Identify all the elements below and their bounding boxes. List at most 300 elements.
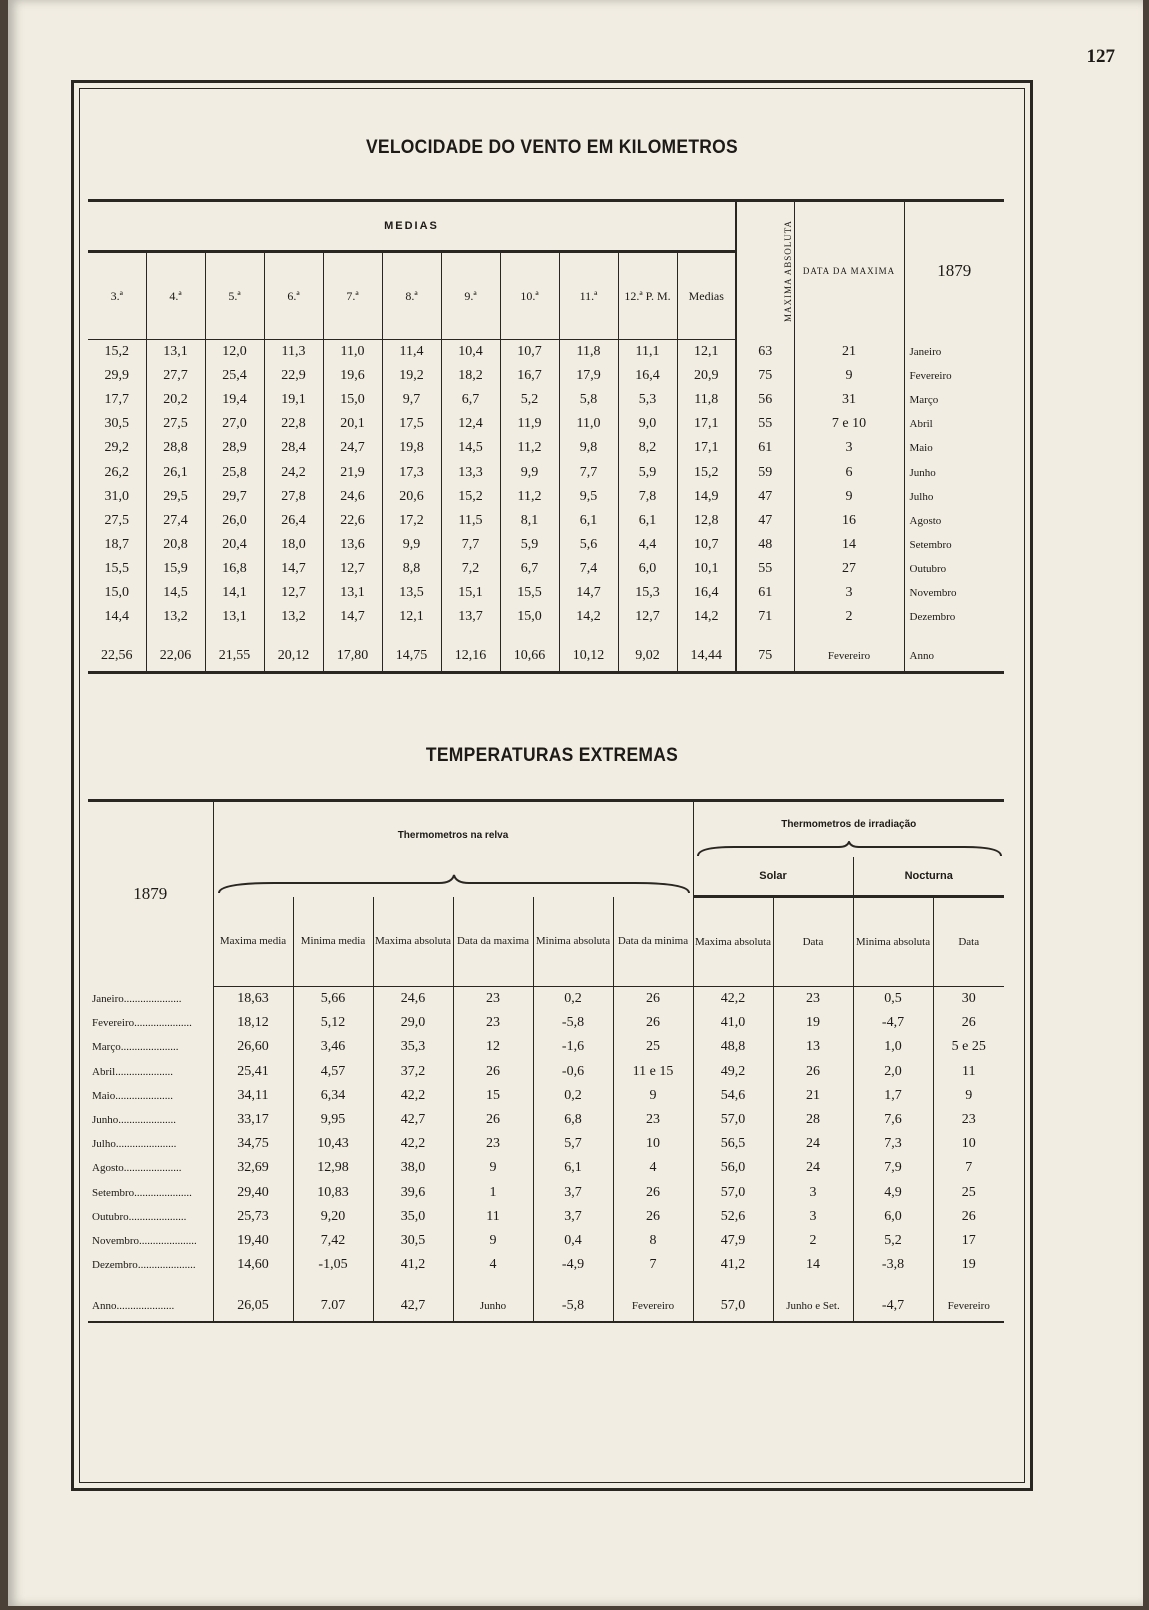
wind-month-cell: Junho	[904, 460, 1004, 484]
temp-cell: 26	[613, 1181, 693, 1205]
wind-cell: 24,7	[323, 436, 382, 460]
wind-cell: 10,7	[500, 340, 559, 365]
wind-cell: 21,9	[323, 460, 382, 484]
wind-date-cell: Fevereiro	[794, 641, 904, 673]
temp-cell: 5 e 25	[933, 1035, 1004, 1059]
wind-col-header: 8.ª	[382, 252, 441, 340]
wind-cell: 5,3	[618, 388, 677, 412]
wind-cell: 16,4	[618, 364, 677, 388]
wind-cell: 14,5	[441, 436, 500, 460]
temp-month-label: Julho.	[92, 1138, 119, 1151]
wind-month-cell: Janeiro	[904, 340, 1004, 365]
temp-cell: 23	[453, 1132, 533, 1156]
wind-spacer-row	[88, 629, 1004, 641]
wind-cell: 29,2	[104, 440, 129, 456]
temp-cell: 56,0	[693, 1156, 773, 1180]
temp-cell: 7	[613, 1253, 693, 1277]
temp-cell: -3,8	[853, 1253, 933, 1277]
temp-month-label: Maio	[92, 1089, 116, 1102]
wind-cell: 11,1	[618, 340, 677, 365]
wind-cell: 22,8	[264, 412, 323, 436]
wind-cell: 20,4	[205, 533, 264, 557]
temp-cell: 23	[613, 1108, 693, 1132]
temp-cell: 0,2	[533, 987, 613, 1012]
wind-cell: 7,2	[441, 557, 500, 581]
temp-cell: 24	[773, 1156, 853, 1180]
wind-cell: 20,8	[146, 533, 205, 557]
temp-cell: 39,6	[373, 1181, 453, 1205]
temp-cell: 38,0	[373, 1156, 453, 1180]
wind-month-cell: Julho	[904, 485, 1004, 509]
temp-cell: 32,69	[213, 1156, 293, 1180]
wind-date-cell: 21	[794, 340, 904, 365]
table-row	[88, 340, 1004, 365]
wind-cell: 10,12	[559, 641, 618, 673]
temp-cell: 26,60	[213, 1035, 293, 1059]
wind-cell: 26,1	[146, 460, 205, 484]
wind-month-cell: Março	[904, 388, 1004, 412]
table-row	[88, 1132, 1004, 1156]
temp-cell: 29,40	[213, 1181, 293, 1205]
wind-cell: 11,9	[500, 412, 559, 436]
wind-cell: 15,3	[618, 581, 677, 605]
temp-cell: 19,40	[213, 1229, 293, 1253]
temp-col-header: Minima absoluta	[853, 897, 933, 987]
temp-cell: 6,34	[293, 1084, 373, 1108]
wind-table-body	[88, 340, 1004, 673]
temperature-extremes-table	[88, 799, 1004, 1323]
temp-cell: 14	[773, 1253, 853, 1277]
wind-cell: 9,02	[618, 641, 677, 673]
wind-cell: 9,5	[559, 485, 618, 509]
wind-cell: 14,7	[323, 605, 382, 629]
temp-cell: 26	[453, 1060, 533, 1084]
temp-cell: 3,46	[293, 1035, 373, 1059]
wind-cell: 9,9	[500, 460, 559, 484]
table-row	[88, 987, 1004, 1012]
temp-cell: 17	[933, 1229, 1004, 1253]
temp-cell: 57,0	[693, 1181, 773, 1205]
solar-subgroup-header: Solar	[693, 857, 853, 897]
nocturna-subgroup-header: Nocturna	[853, 857, 1004, 897]
wind-cell: 12,7	[618, 605, 677, 629]
wind-cell: 14,4	[104, 609, 129, 625]
wind-cell: 11,8	[677, 388, 736, 412]
wind-cell: 14,2	[677, 605, 736, 629]
wind-cell: 15,2	[677, 460, 736, 484]
table-row	[88, 1229, 1004, 1253]
temp-month-cell: Dezembro.....................	[92, 1259, 196, 1272]
wind-cell: 29,9	[104, 368, 129, 384]
wind-max-cell: 48	[736, 533, 794, 557]
wind-cell: 22,56	[88, 641, 146, 673]
temp-cell: 25,41	[213, 1060, 293, 1084]
temp-cell: 48,8	[693, 1035, 773, 1059]
temp-month-label: Junho	[92, 1114, 119, 1127]
temp-cell: 30	[933, 987, 1004, 1012]
wind-cell: 12,0	[205, 340, 264, 365]
temp-cell: -4,9	[533, 1253, 613, 1277]
temp-cell: 26	[453, 1108, 533, 1132]
wind-cell: 12,1	[677, 340, 736, 365]
wind-cell: 20,9	[677, 364, 736, 388]
temp-cell: 26,05	[213, 1291, 293, 1322]
wind-cell: 15,0	[323, 388, 382, 412]
wind-max-cell: 55	[736, 557, 794, 581]
wind-cell: 7,7	[441, 533, 500, 557]
wind-cell: 24,6	[323, 485, 382, 509]
temp-cell: 26	[773, 1060, 853, 1084]
wind-cell: 27,4	[146, 509, 205, 533]
wind-col-header: 6.ª	[264, 252, 323, 340]
wind-cell: 27,8	[264, 485, 323, 509]
wind-month-cell: Anno	[904, 641, 1004, 673]
temp-col-header: Maxima absoluta	[693, 897, 773, 987]
temp-month-cell: Fevereiro.....................	[92, 1017, 192, 1030]
temp-cell: 41,2	[693, 1253, 773, 1277]
wind-cell: 10,1	[677, 557, 736, 581]
temp-cell: 23	[773, 987, 853, 1012]
wind-cell: 14,5	[146, 581, 205, 605]
medias-group-header: MEDIAS	[88, 202, 736, 252]
wind-cell: 14,7	[264, 557, 323, 581]
wind-cell: 10,66	[500, 641, 559, 673]
wind-cell: 14,44	[677, 641, 736, 673]
temp-month-label: Agosto	[92, 1162, 124, 1175]
temp-cell: 4	[613, 1156, 693, 1180]
temp-cell: 9	[453, 1229, 533, 1253]
temp-month-label: Março	[92, 1041, 121, 1054]
table-row	[88, 1035, 1004, 1059]
page-frame-inner	[79, 88, 1025, 1483]
temp-cell: 18,12	[213, 1011, 293, 1035]
temp-cell: 5,12	[293, 1011, 373, 1035]
wind-cell: 18,0	[264, 533, 323, 557]
temp-cell: 9,20	[293, 1205, 373, 1229]
wind-cell: 11,8	[559, 340, 618, 365]
wind-cell: 9,0	[618, 412, 677, 436]
temp-cell: -5,8	[533, 1011, 613, 1035]
temp-cell: 33,17	[213, 1108, 293, 1132]
wind-cell: 29,5	[146, 485, 205, 509]
temp-cell: 10,43	[293, 1132, 373, 1156]
temp-month-cell: Janeiro.....................	[92, 992, 182, 1005]
temp-cell: 24	[773, 1132, 853, 1156]
temp-month-cell: Junho.....................	[92, 1114, 177, 1127]
temp-cell: 28	[773, 1108, 853, 1132]
wind-cell: 17,80	[323, 641, 382, 673]
wind-cell: 17,1	[677, 412, 736, 436]
temp-cell: Junho	[453, 1291, 533, 1322]
wind-cell: 19,4	[205, 388, 264, 412]
wind-max-cell: 56	[736, 388, 794, 412]
wind-col-header: 9.ª	[441, 252, 500, 340]
temp-cell: 7,42	[293, 1229, 373, 1253]
wind-cell: 6,1	[559, 509, 618, 533]
temp-cell: 26	[613, 987, 693, 1012]
temp-cell: 1,7	[853, 1084, 933, 1108]
temp-cell: 35,0	[373, 1205, 453, 1229]
temp-cell: 34,75	[213, 1132, 293, 1156]
wind-cell: 17,9	[559, 364, 618, 388]
temp-month-cell: Março.....................	[92, 1041, 179, 1054]
wind-cell: 15,9	[146, 557, 205, 581]
wind-month-cell: Dezembro	[904, 605, 1004, 629]
wind-cell: 13,1	[205, 605, 264, 629]
wind-cell: 20,6	[382, 485, 441, 509]
temp-month-cell: Outubro.....................	[92, 1210, 187, 1223]
temp-cell: 37,2	[373, 1060, 453, 1084]
wind-max-cell: 47	[736, 509, 794, 533]
temp-cell: 4,57	[293, 1060, 373, 1084]
temp-cell: 7,9	[853, 1156, 933, 1180]
wind-cell: 27,5	[104, 512, 129, 528]
temp-cell: 49,2	[693, 1060, 773, 1084]
wind-speed-table	[88, 199, 1004, 674]
wind-cell: 5,2	[500, 388, 559, 412]
wind-cell: 11,0	[323, 340, 382, 365]
wind-cell: 11,2	[500, 485, 559, 509]
wind-cell: 18,2	[441, 364, 500, 388]
wind-cell: 19,2	[382, 364, 441, 388]
wind-max-cell: 63	[736, 340, 794, 365]
table-row	[88, 412, 1004, 436]
temp-cell: 1	[453, 1181, 533, 1205]
wind-cell: 6,7	[441, 388, 500, 412]
wind-max-cell: 75	[736, 641, 794, 673]
wind-cell: 22,06	[146, 641, 205, 673]
temp-month-label: Novembro	[92, 1234, 140, 1247]
wind-date-cell: 16	[794, 509, 904, 533]
temp-col-header: Minima absoluta	[533, 897, 613, 987]
temp-cell: 21	[773, 1084, 853, 1108]
wind-cell: 5,8	[559, 388, 618, 412]
wind-col-header: 12.ª P. M.	[618, 252, 677, 340]
temp-col-header: Data	[933, 897, 1004, 987]
wind-max-cell: 47	[736, 485, 794, 509]
wind-col-header: 3.ª	[88, 252, 146, 340]
table-row	[88, 1108, 1004, 1132]
wind-cell: 22,9	[264, 364, 323, 388]
wind-cell: 31,0	[104, 488, 129, 504]
temp-table-body	[88, 987, 1004, 1323]
temp-month-label: Anno	[92, 1300, 117, 1313]
temp-cell: 19	[933, 1253, 1004, 1277]
temp-cell: -4,7	[853, 1291, 933, 1322]
wind-cell: 7,4	[559, 557, 618, 581]
wind-cell: 8,1	[500, 509, 559, 533]
temp-cell: 52,6	[693, 1205, 773, 1229]
wind-col-header: 5.ª	[205, 252, 264, 340]
temp-cell: 3	[773, 1205, 853, 1229]
wind-cell: 14,1	[205, 581, 264, 605]
wind-max-cell: 55	[736, 412, 794, 436]
wind-cell: 8,8	[382, 557, 441, 581]
wind-cell: 25,8	[205, 460, 264, 484]
table-row	[88, 1181, 1004, 1205]
wind-cell: 20,1	[323, 412, 382, 436]
wind-cell: 14,9	[677, 485, 736, 509]
wind-cell: 11,3	[264, 340, 323, 365]
temp-month-cell: Agosto.....................	[92, 1162, 182, 1175]
temp-month-label: Outubro	[92, 1210, 129, 1223]
wind-cell: 14,2	[559, 605, 618, 629]
temp-cell: 5,7	[533, 1132, 613, 1156]
temp-cell: 25	[613, 1035, 693, 1059]
table-row	[88, 533, 1004, 557]
wind-date-cell: 3	[794, 581, 904, 605]
wind-cell: 4,4	[618, 533, 677, 557]
temp-cell: Fevereiro	[933, 1291, 1004, 1322]
temp-cell: 25	[933, 1181, 1004, 1205]
temp-cell: 4	[453, 1253, 533, 1277]
temp-cell: 30,5	[373, 1229, 453, 1253]
wind-date-cell: 31	[794, 388, 904, 412]
wind-cell: 13,6	[323, 533, 382, 557]
wind-month-cell: Fevereiro	[904, 364, 1004, 388]
temp-month-cell: Julho......................	[92, 1138, 177, 1151]
temp-cell: 3	[773, 1181, 853, 1205]
wind-cell: 12,1	[382, 605, 441, 629]
wind-date-cell: 9	[794, 485, 904, 509]
temp-month-label: Janeiro	[92, 992, 124, 1005]
temp-cell: 3,7	[533, 1205, 613, 1229]
wind-cell: 11,5	[441, 509, 500, 533]
relva-brace	[214, 873, 694, 895]
temp-cell: 9	[933, 1084, 1004, 1108]
wind-cell: 16,4	[677, 581, 736, 605]
temp-cell: 13	[773, 1035, 853, 1059]
wind-cell: 12,8	[677, 509, 736, 533]
temp-month-cell: Novembro.....................	[92, 1234, 197, 1247]
temp-cell: 57,0	[693, 1108, 773, 1132]
relva-group-header: Thermometros na relva	[213, 802, 693, 897]
temp-cell: 42,2	[373, 1084, 453, 1108]
wind-cell: 15,1	[441, 581, 500, 605]
temp-cell: 14,60	[213, 1253, 293, 1277]
wind-cell: 21,55	[205, 641, 264, 673]
wind-date-cell: 2	[794, 605, 904, 629]
temp-cell: 29,0	[373, 1011, 453, 1035]
temp-cell: 5,2	[853, 1229, 933, 1253]
temp-cell: 12	[453, 1035, 533, 1059]
wind-cell: 7,8	[618, 485, 677, 509]
wind-table-title: VELOCIDADE DO VENTO EM KILOMETROS	[365, 137, 738, 158]
temp-cell: 54,6	[693, 1084, 773, 1108]
wind-cell: 15,5	[104, 560, 129, 576]
temp-cell: 24,6	[373, 987, 453, 1012]
temp-cell: 12,98	[293, 1156, 373, 1180]
wind-col-header: 11.ª	[559, 252, 618, 340]
wind-max-cell: 61	[736, 581, 794, 605]
wind-max-cell: 61	[736, 436, 794, 460]
wind-max-cell: 75	[736, 364, 794, 388]
wind-cell: 14,75	[382, 641, 441, 673]
wind-cell: 9,7	[382, 388, 441, 412]
document-page	[8, 0, 1143, 1606]
temp-cell: 2	[773, 1229, 853, 1253]
wind-cell: 13,1	[146, 340, 205, 365]
wind-cell: 13,2	[264, 605, 323, 629]
wind-cell: 22,6	[323, 509, 382, 533]
table-row	[88, 1011, 1004, 1035]
temp-cell: 23	[453, 1011, 533, 1035]
wind-cell: 6,0	[618, 557, 677, 581]
wind-cell: 11,4	[382, 340, 441, 365]
wind-cell: 16,8	[205, 557, 264, 581]
wind-cell: 28,8	[146, 436, 205, 460]
temp-col-header: Data da minima	[613, 897, 693, 987]
temp-cell: -1,6	[533, 1035, 613, 1059]
page-frame	[71, 80, 1033, 1491]
temp-year-header: 1879	[133, 884, 168, 904]
temp-cell: 42,2	[373, 1132, 453, 1156]
wind-cell: 5,9	[618, 460, 677, 484]
temp-month-cell: Anno.....................	[88, 1291, 213, 1322]
temp-cell: 25,73	[213, 1205, 293, 1229]
temp-month-cell: Abril.....................	[92, 1065, 173, 1078]
temp-cell: 9	[453, 1156, 533, 1180]
table-row	[88, 1205, 1004, 1229]
table-row	[88, 557, 1004, 581]
temp-cell: 26	[933, 1011, 1004, 1035]
temp-column-headers	[88, 897, 1004, 987]
wind-cell: 16,7	[500, 364, 559, 388]
wind-date-cell: 7 e 10	[794, 412, 904, 436]
wind-cell: 15,5	[500, 581, 559, 605]
wind-month-cell: Agosto	[904, 509, 1004, 533]
temp-month-label: Setembro	[92, 1186, 135, 1199]
temp-cell: 5,66	[293, 987, 373, 1012]
temp-cell: 10,83	[293, 1181, 373, 1205]
temp-month-label: Dezembro	[92, 1259, 138, 1272]
wind-cell: 30,5	[104, 416, 129, 432]
temp-cell: 4,9	[853, 1181, 933, 1205]
wind-date-cell: 6	[794, 460, 904, 484]
wind-cell: 13,7	[441, 605, 500, 629]
wind-cell: 17,5	[382, 412, 441, 436]
wind-cell: 26,4	[264, 509, 323, 533]
temp-col-header: Data	[773, 897, 853, 987]
temp-cell: Junho e Set.	[773, 1291, 853, 1322]
temp-cell: 35,3	[373, 1035, 453, 1059]
temp-cell: 3,7	[533, 1181, 613, 1205]
wind-col-header: 10.ª	[500, 252, 559, 340]
temp-spacer-row	[88, 1277, 1004, 1291]
wind-month-cell: Outubro	[904, 557, 1004, 581]
temp-cell: 18,63	[213, 987, 293, 1012]
wind-month-cell: Setembro	[904, 533, 1004, 557]
wind-cell: 17,2	[382, 509, 441, 533]
temp-cell: 8	[613, 1229, 693, 1253]
wind-cell: 28,9	[205, 436, 264, 460]
wind-cell: 6,7	[500, 557, 559, 581]
wind-cell: 11,2	[500, 436, 559, 460]
table-row	[88, 388, 1004, 412]
temp-cell: -0,6	[533, 1060, 613, 1084]
temp-col-header: Maxima absoluta	[373, 897, 453, 987]
wind-cell: 25,4	[205, 364, 264, 388]
temp-col-header: Data da maxima	[453, 897, 533, 987]
wind-date-cell: 9	[794, 364, 904, 388]
wind-cell: 24,2	[264, 460, 323, 484]
temp-cell: 57,0	[693, 1291, 773, 1322]
temp-cell: 19	[773, 1011, 853, 1035]
temp-cell: 0,5	[853, 987, 933, 1012]
wind-cell: 12,16	[441, 641, 500, 673]
temp-cell: 9,95	[293, 1108, 373, 1132]
table-row	[88, 605, 1004, 629]
